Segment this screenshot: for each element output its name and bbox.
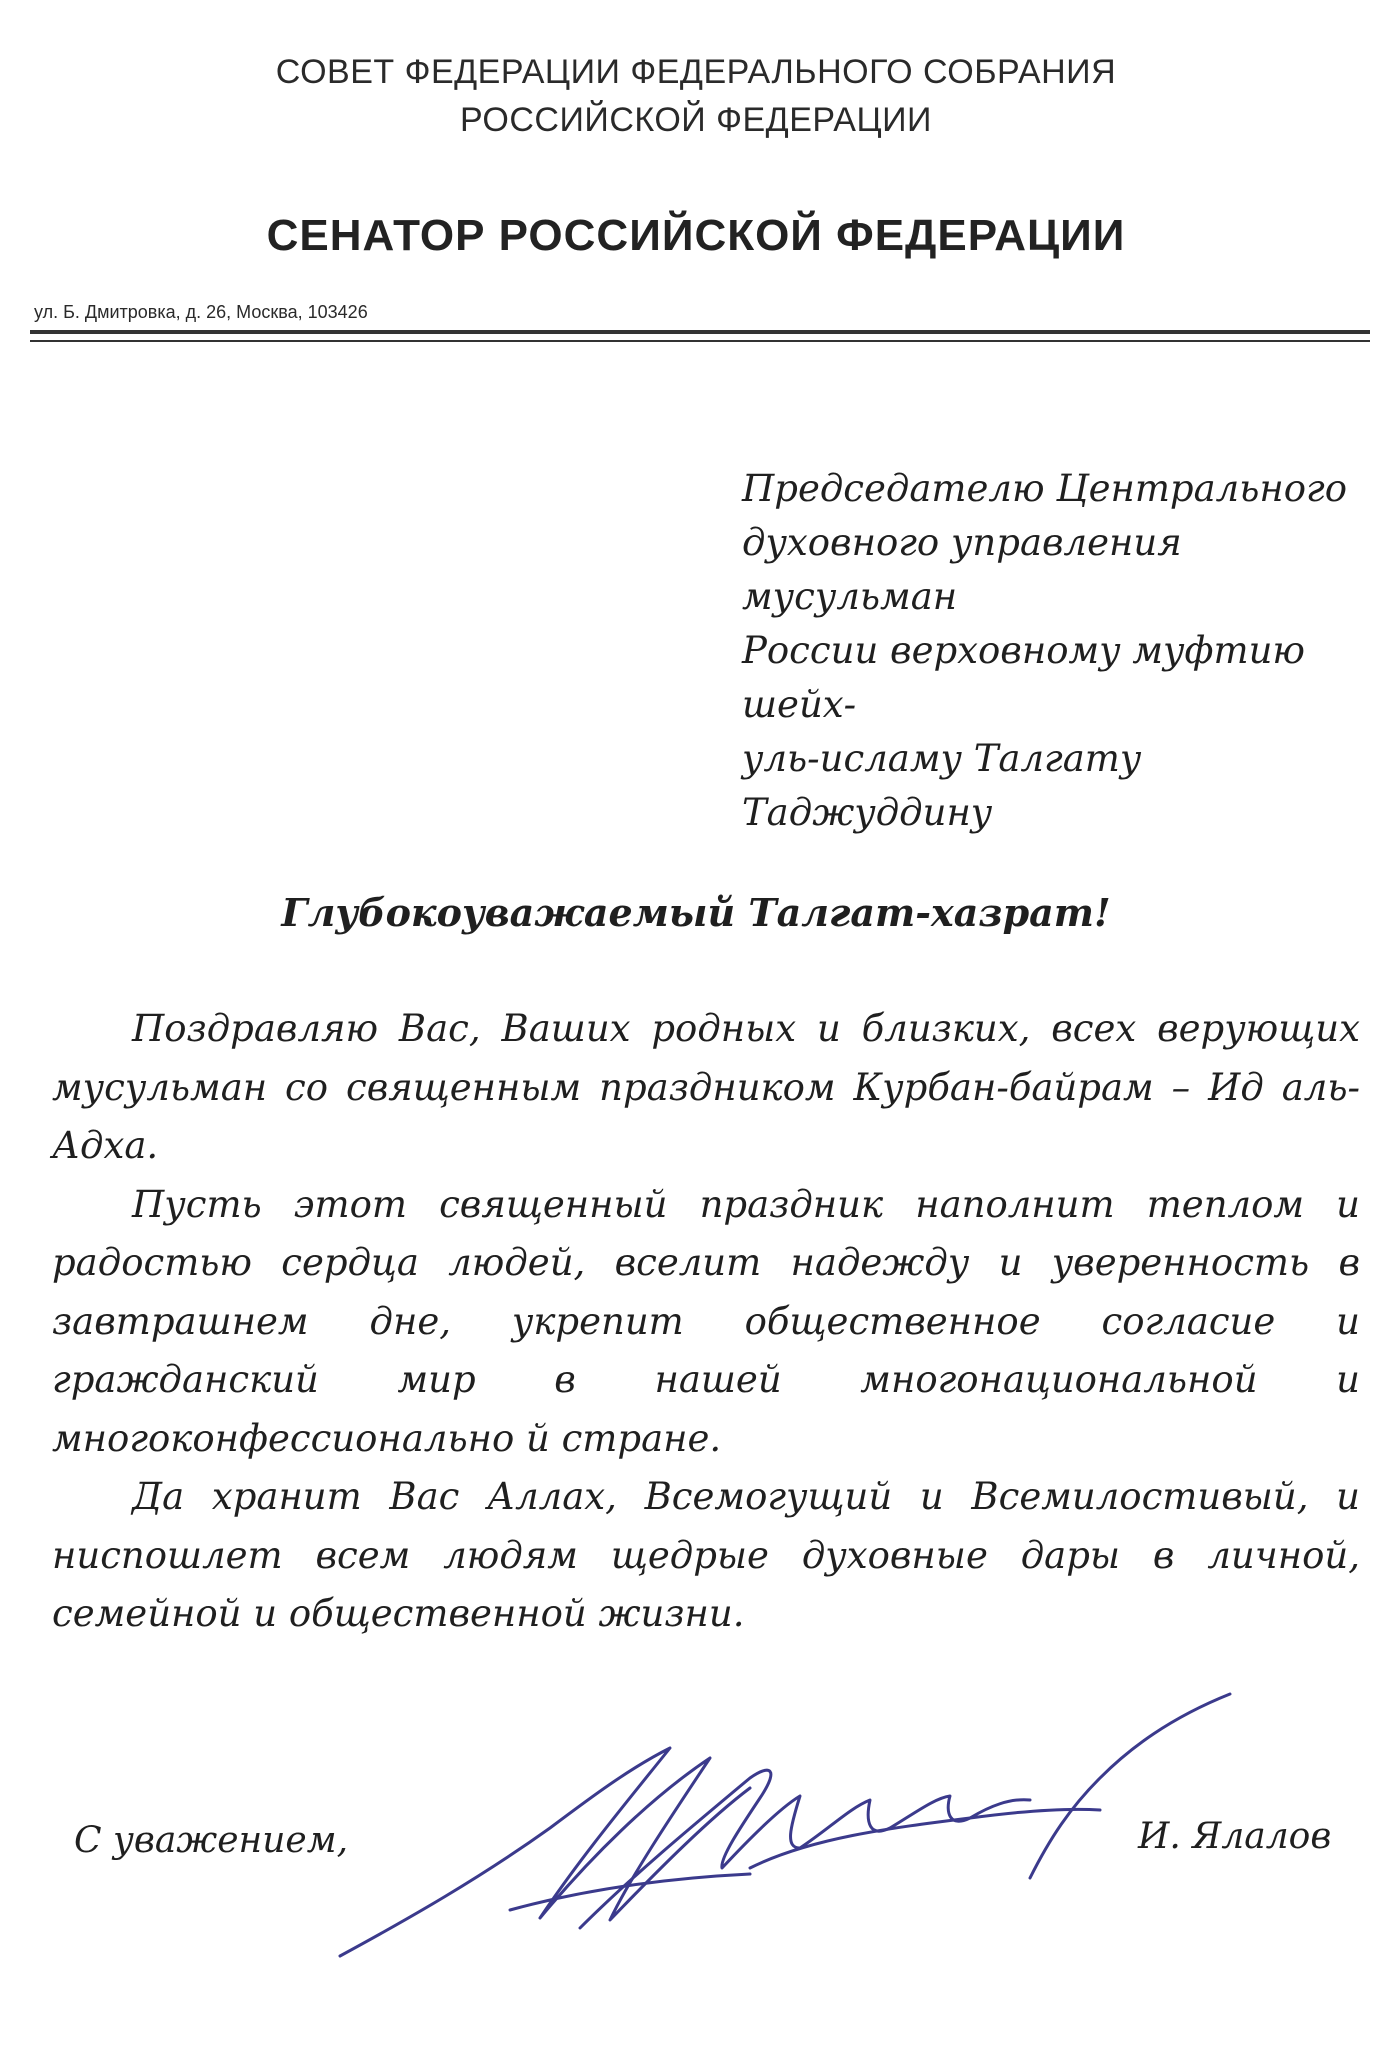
body-paragraph: Да хранит Вас Аллах, Всемогущий и Всемилостивый, и ниспошлет всем людям щедрые духовные дары в личной, семейной и общественной жизни. <box>52 1475 1360 1635</box>
body-paragraph: Поздравляю Вас, Ваших родных и близких, всех верующих мусульман со священным праздником Курбан-байрам – Ид аль-Адха. <box>52 1007 1360 1167</box>
header-rule-thick <box>30 330 1370 334</box>
addressee-line: Таджуддину <box>742 791 993 834</box>
letterhead-title: СЕНАТОР РОССИЙСКОЙ ФЕДЕРАЦИИ <box>266 211 1126 260</box>
org-line-1: СОВЕТ ФЕДЕРАЦИИ ФЕДЕРАЛЬНОГО СОБРАНИЯ <box>275 53 1117 91</box>
org-line-2: РОССИЙСКОЙ ФЕДЕРАЦИИ <box>459 101 932 139</box>
letter-body <box>52 1000 1360 1644</box>
addressee-line: Председателю Центрального <box>742 467 1347 510</box>
closing-phrase: С уважением, <box>74 1820 349 1861</box>
addressee-line: духовного управления мусульман <box>742 521 1182 618</box>
addressee-line: России верховному муфтию шейх- <box>742 629 1305 726</box>
letterhead-organization <box>0 48 1392 144</box>
addressee-line: уль-исламу Талгату <box>742 737 1142 780</box>
signer-name: И. Ялалов <box>1138 1816 1332 1857</box>
body-paragraph: Пусть этот священный праздник наполнит теплом и радостью сердца людей, вселит надежду и уверенность в завтрашнем дне, укрепит общественное согласие и гражданский мир в нашей многонациональной и многоконфессионально й стране. <box>52 1182 1360 1460</box>
addressee-block <box>742 462 1352 840</box>
header-rule-thin <box>30 340 1370 342</box>
signature-image <box>330 1688 1250 1968</box>
salutation: Глубокоуважаемый Талгат-хазрат! <box>281 890 1111 935</box>
letterhead-address: ул. Б. Дмитровка, д. 26, Москва, 103426 <box>34 302 368 322</box>
